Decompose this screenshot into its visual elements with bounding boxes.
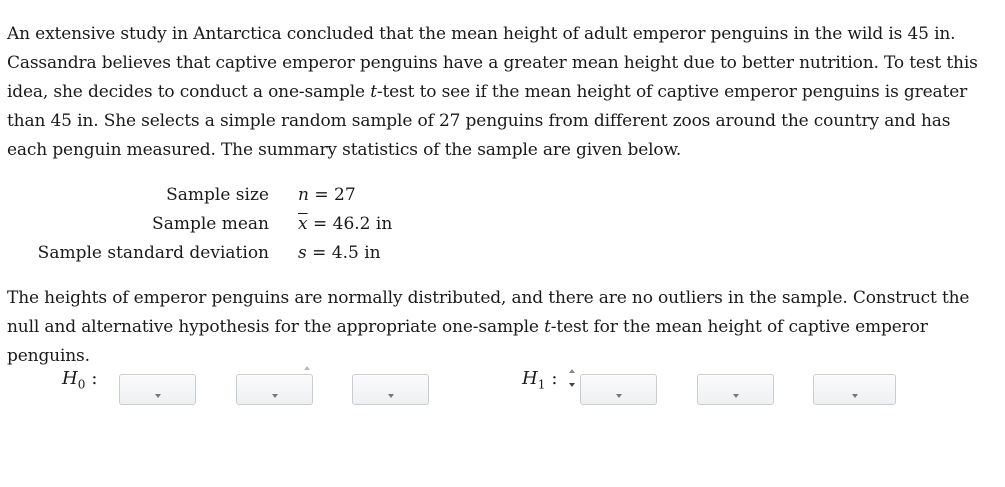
- t-symbol: t: [370, 82, 377, 102]
- h1-relation-select[interactable]: [697, 374, 774, 405]
- chevron-down-icon: [852, 394, 858, 398]
- stat-row-sample-sd: [0, 239, 600, 268]
- h0-label: [62, 368, 97, 392]
- stat-label-sample-mean: Sample mean: [152, 214, 269, 234]
- chevron-down-icon: [155, 394, 161, 398]
- h1-value-select[interactable]: [813, 374, 896, 405]
- stat-var-n: n: [298, 185, 309, 205]
- h0-colon: :: [91, 368, 98, 389]
- stat-label-sample-sd: Sample standard deviation: [37, 243, 269, 263]
- h0-value-select[interactable]: [352, 374, 429, 405]
- instruction-part-1: The heights of emperor penguins are normally distributed, and there are no outliers in the sample. Construct the null and alternative hypothesis for the appropriate one-sample: [7, 288, 970, 337]
- stat-label-sample-size: Sample size: [166, 185, 269, 205]
- h1-parameter-select[interactable]: [580, 374, 657, 405]
- chevron-down-icon: [388, 394, 394, 398]
- spinner-down-icon: [569, 383, 575, 387]
- h0-relation-select[interactable]: [236, 374, 313, 405]
- h1-colon: :: [551, 368, 558, 389]
- chevron-down-icon: [616, 394, 622, 398]
- h1-spinner-icon[interactable]: [567, 367, 577, 389]
- h1-letter: H: [522, 368, 538, 389]
- stat-var-xbar: $\overline{x}$: [298, 214, 308, 234]
- h0-parameter-select[interactable]: [119, 374, 196, 405]
- t-symbol-2: t: [544, 317, 551, 337]
- chevron-down-icon: [272, 394, 278, 398]
- stat-value-sample-size: [298, 181, 356, 210]
- stat-row-sample-mean: [0, 210, 600, 239]
- stat-rest-sample-size: = 27: [308, 185, 356, 205]
- h0-subscript: 0: [77, 377, 86, 392]
- problem-statement: [7, 20, 992, 165]
- h1-subscript: 1: [537, 377, 546, 392]
- instruction-part-2: -test for the mean height of captive emperor penguins.: [7, 317, 928, 366]
- instruction-text: [7, 284, 992, 371]
- spinner-up-icon: [569, 369, 575, 373]
- stat-rest-sample-sd: = 4.5 in: [306, 243, 381, 263]
- stat-value-sample-sd: [298, 239, 381, 268]
- h1-label: [522, 368, 557, 392]
- stat-row-sample-size: [0, 181, 600, 210]
- h0-letter: H: [62, 368, 78, 389]
- spinner-up-icon: [304, 366, 310, 370]
- stat-var-s: s: [298, 243, 307, 263]
- chevron-down-icon: [733, 394, 739, 398]
- problem-text-part-1: An extensive study in Antarctica concluded that the mean height of adult emperor penguins in the wild is 45 in. Cassandra believes that captive emperor penguins have a greater mean height due to better nutrition. To test this idea, she decides to conduct a one-sample: [7, 24, 978, 102]
- stat-value-sample-mean: [298, 210, 392, 239]
- stat-rest-sample-mean: = 46.2 in: [307, 214, 393, 234]
- problem-text-part-2: -test to see if the mean height of captive emperor penguins is greater than 45 in. She selects a simple random sample of 27 penguins from different zoos around the country and has each penguin measured. The summary statistics of the sample are given below.: [7, 82, 968, 160]
